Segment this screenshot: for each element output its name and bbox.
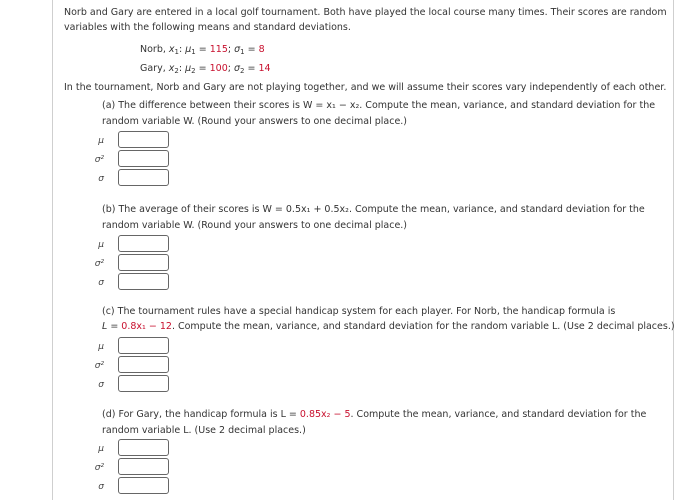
sd-label: σ (98, 482, 104, 492)
sd-label: σ (98, 380, 104, 390)
part-d-text-2: random variable L. (Use 2 decimal places.) (102, 425, 306, 436)
part-b-sd-input[interactable] (118, 273, 169, 290)
part-a-text: (a) The difference between their scores is W = x₁ − x₂. Compute the mean, variance, and standard deviation for the (102, 100, 656, 111)
variance-label: σ² (94, 361, 104, 371)
mu-label: μ (98, 136, 104, 146)
part-d-mean-input[interactable] (118, 439, 169, 456)
mu-label: μ (98, 342, 104, 352)
part-d-text: (d) For Gary, the handicap formula is L = 0.85x₂ − 5. Compute the mean, variance, and standard deviation for the (102, 409, 647, 420)
part-b-text-2: random variable W. (Round your answers to one decimal place.) (102, 220, 408, 231)
part-c-text-2: L = 0.8x₁ − 12. Compute the mean, variance, and standard deviation for the random variable L. (Use 2 decimal places.) (102, 321, 675, 332)
part-c-sd-input[interactable] (118, 375, 169, 392)
variance-label: σ² (94, 463, 104, 473)
gary-params: Gary, $x_2$: $\mu_2 = 100$; $\sigma_2 = 14$ (140, 63, 271, 75)
part-b-mean-input[interactable] (118, 235, 169, 252)
part-c-variance-input[interactable] (118, 356, 169, 373)
sd-label: σ (98, 174, 104, 184)
part-a-text-2: random variable W. (Round your answers to one decimal place.) (102, 116, 408, 127)
independence-note: In the tournament, Norb and Gary are not playing together, and we will assume their scores vary independently of each other. (64, 82, 667, 93)
mu-label: μ (98, 240, 104, 250)
mu-label: μ (98, 444, 104, 454)
intro-line-1: Norb and Gary are entered in a local golf tournament. Both have played the local course many times. Their scores are random (64, 7, 667, 18)
intro-line-2: variables with the following means and standard deviations. (64, 22, 351, 33)
variance-label: σ² (94, 155, 104, 165)
part-c-mean-input[interactable] (118, 337, 169, 354)
part-d-variance-input[interactable] (118, 458, 169, 475)
part-a-variance-input[interactable] (118, 150, 169, 167)
sd-label: σ (98, 278, 104, 288)
part-b-variance-input[interactable] (118, 254, 169, 271)
part-b-text: (b) The average of their scores is W = 0.5x₁ + 0.5x₂. Compute the mean, variance, and standard deviation for the (102, 204, 645, 215)
part-c-text: (c) The tournament rules have a special handicap system for each player. For Norb, the handicap formula is (102, 306, 616, 317)
part-a-mean-input[interactable] (118, 131, 169, 148)
norb-handicap-formula: 0.8x₁ − 12 (121, 321, 172, 332)
part-d-sd-input[interactable] (118, 477, 169, 494)
part-a-sd-input[interactable] (118, 169, 169, 186)
gary-handicap-formula: 0.85x₂ − 5 (299, 409, 351, 420)
variance-label: σ² (94, 259, 104, 269)
norb-params: Norb, $x_1$: $\mu_1 = 115$; $\sigma_1 = 8$ (140, 44, 265, 56)
